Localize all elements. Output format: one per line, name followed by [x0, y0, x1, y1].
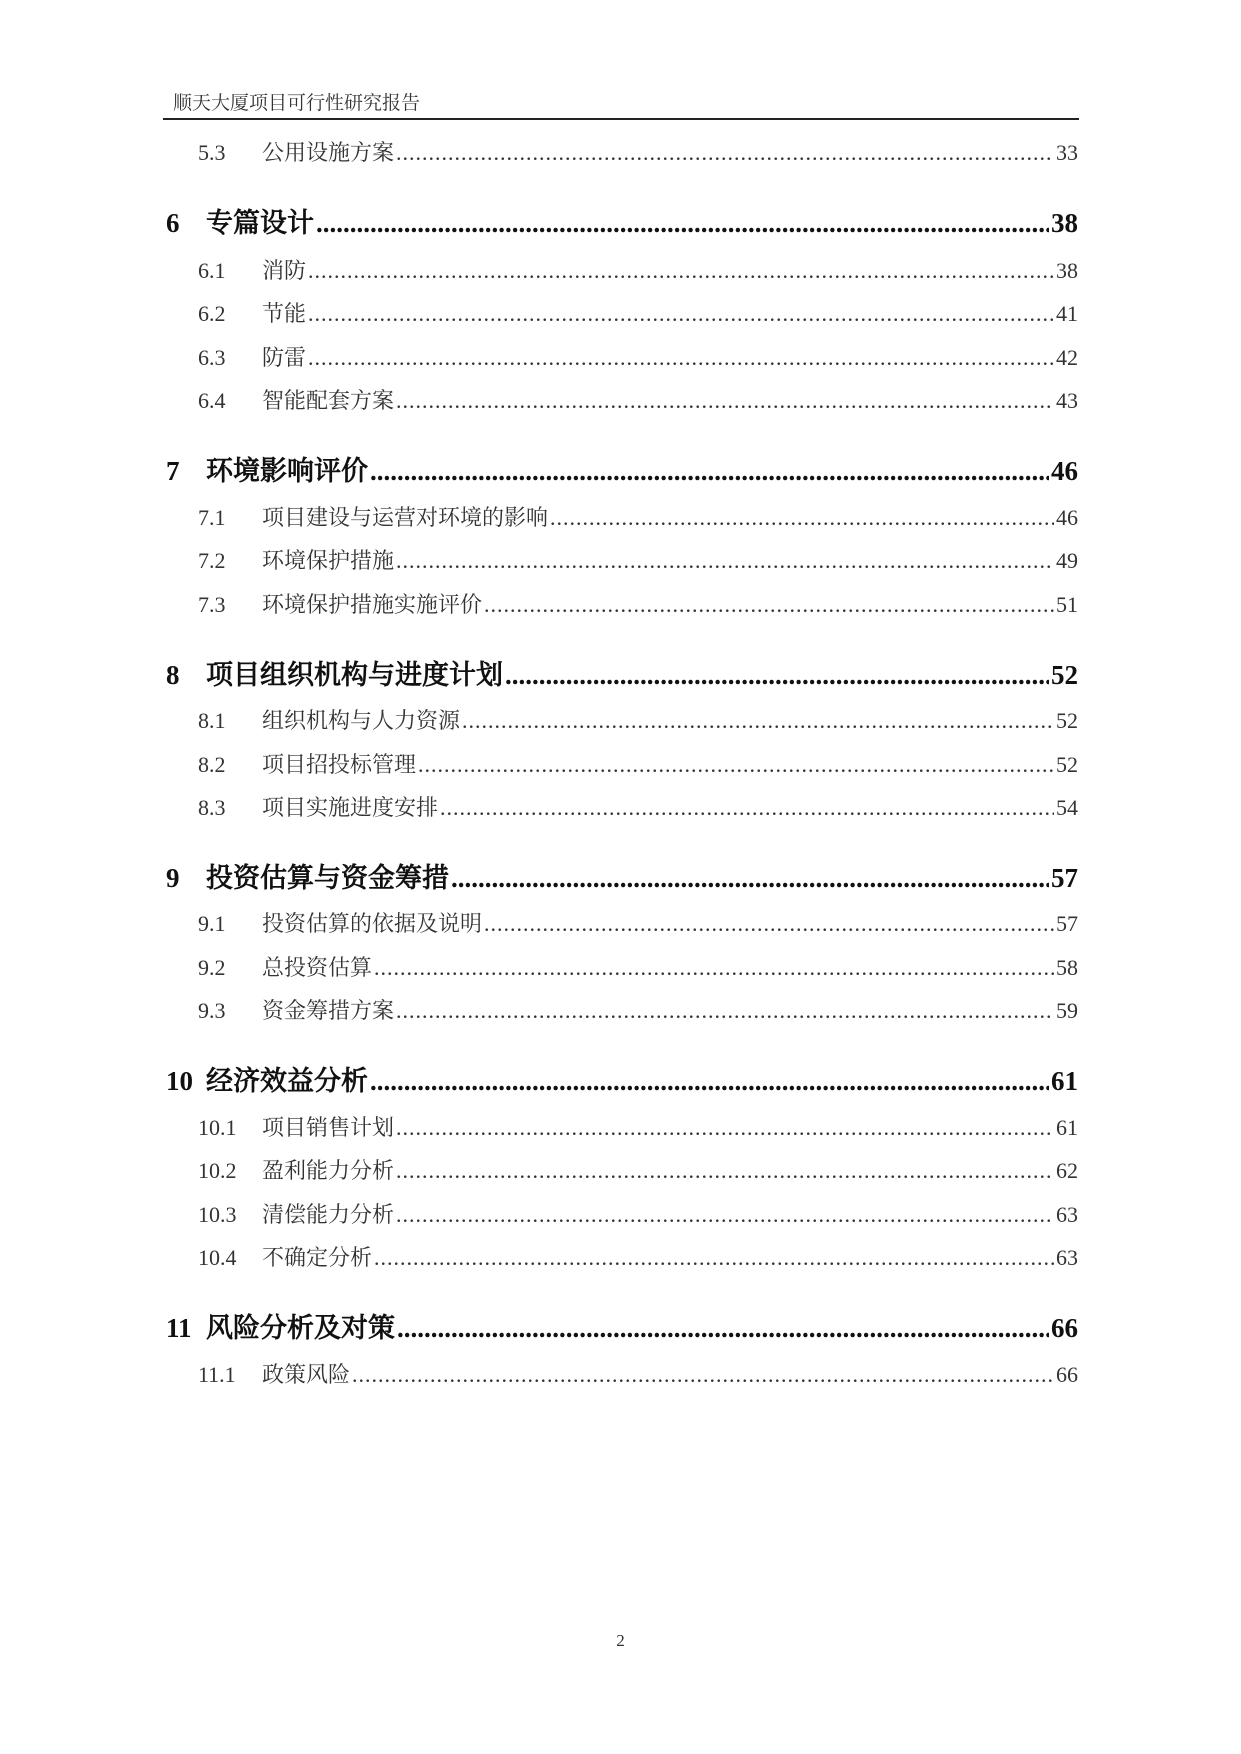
- toc-dot-leader: [484, 911, 1054, 937]
- toc-entry-number: 10.1: [198, 1115, 237, 1140]
- toc-chapter-entry[interactable]: [166, 653, 1078, 692]
- toc-dot-leader: [352, 1362, 1054, 1388]
- toc-entry-number: 9: [166, 863, 180, 893]
- toc-section-entry[interactable]: [166, 748, 1078, 779]
- toc-section-entry[interactable]: [166, 544, 1078, 575]
- toc-entry-title: 项目销售计划: [262, 1115, 395, 1140]
- toc-entry-number: 7.3: [198, 592, 226, 617]
- toc-entry-page: 33: [1056, 140, 1078, 165]
- toc-entry-page: 38: [1056, 258, 1078, 283]
- toc-dot-leader: [396, 140, 1054, 166]
- toc-section-entry[interactable]: [166, 341, 1078, 372]
- toc-entry-page: 66: [1056, 1362, 1078, 1387]
- toc-entry-title: 项目实施进度安排: [262, 795, 439, 820]
- toc-entry-title: 总投资估算: [262, 955, 373, 980]
- toc-entry-page: 61: [1051, 1066, 1078, 1096]
- toc-entry-number: 9.3: [198, 998, 226, 1023]
- toc-entry-number: 9.1: [198, 911, 226, 936]
- toc-entry-title: 资金筹措方案: [262, 998, 395, 1023]
- toc-dot-leader: [396, 1158, 1054, 1184]
- toc-entry-title: 投资估算与资金筹措: [206, 863, 449, 893]
- toc-entry-title: 智能配套方案: [262, 388, 395, 413]
- toc-entry-page: 42: [1056, 345, 1078, 370]
- toc-entry-number: 11.1: [198, 1362, 236, 1387]
- toc-section-entry[interactable]: [166, 1111, 1078, 1142]
- toc-entry-number: 6.4: [198, 388, 226, 413]
- toc-entry-page: 63: [1056, 1202, 1078, 1227]
- toc-dot-leader: [484, 592, 1054, 618]
- toc-section-entry[interactable]: [166, 588, 1078, 619]
- toc-entry-title: 节能: [262, 301, 307, 326]
- toc-dot-leader: [451, 863, 1049, 894]
- toc-entry-number: 7: [166, 456, 180, 486]
- toc-dot-leader: [505, 660, 1049, 691]
- toc-dot-leader: [374, 955, 1054, 981]
- toc-entry-title: 专篇设计: [206, 208, 314, 238]
- toc-section-entry[interactable]: [166, 1241, 1078, 1272]
- toc-dot-leader: [370, 1066, 1049, 1097]
- toc-entry-title: 防雷: [262, 345, 307, 370]
- toc-entry-page: 46: [1056, 505, 1078, 530]
- toc-entry-number: 10.4: [198, 1245, 237, 1270]
- toc-chapter-entry[interactable]: [166, 201, 1078, 240]
- toc-section-entry[interactable]: [166, 1154, 1078, 1185]
- toc-entry-title: 经济效益分析: [206, 1066, 368, 1096]
- toc-entry-number: 10: [166, 1066, 193, 1096]
- toc-entry-title: 项目建设与运营对环境的影响: [262, 505, 549, 530]
- toc-dot-leader: [550, 505, 1054, 531]
- toc-entry-title: 公用设施方案: [262, 140, 395, 165]
- toc-entry-page: 63: [1056, 1245, 1078, 1270]
- toc-section-entry[interactable]: [166, 136, 1078, 167]
- toc-dot-leader: [462, 708, 1054, 734]
- toc-entry-number: 11: [166, 1313, 192, 1343]
- toc-entry-page: 52: [1056, 752, 1078, 777]
- toc-entry-page: 59: [1056, 998, 1078, 1023]
- toc-entry-number: 6: [166, 208, 180, 238]
- toc-dot-leader: [316, 208, 1049, 239]
- page-number: 2: [616, 1631, 625, 1650]
- toc-section-entry[interactable]: [166, 951, 1078, 982]
- toc-dot-leader: [308, 258, 1054, 284]
- toc-entry-number: 8.2: [198, 752, 226, 777]
- toc-dot-leader: [440, 795, 1054, 821]
- toc-section-entry[interactable]: [166, 907, 1078, 938]
- toc-dot-leader: [396, 548, 1054, 574]
- toc-entry-page: 57: [1056, 911, 1078, 936]
- toc-section-entry[interactable]: [166, 1198, 1078, 1229]
- toc-entry-number: 7.1: [198, 505, 226, 530]
- toc-entry-number: 6.1: [198, 258, 226, 283]
- toc-entry-number: 8.3: [198, 795, 226, 820]
- toc-section-entry[interactable]: [166, 791, 1078, 822]
- toc-entry-page: 52: [1056, 708, 1078, 733]
- toc-section-entry[interactable]: [166, 1358, 1078, 1389]
- toc-dot-leader: [374, 1245, 1054, 1271]
- toc-entry-title: 盈利能力分析: [262, 1158, 395, 1183]
- toc-section-entry[interactable]: [166, 384, 1078, 415]
- document-title: 顺天大厦项目可行性研究报告: [173, 93, 421, 114]
- toc-entry-page: 46: [1051, 456, 1078, 486]
- toc-entry-page: 52: [1051, 660, 1078, 690]
- toc-dot-leader: [370, 456, 1049, 487]
- toc-entry-page: 54: [1056, 795, 1078, 820]
- toc-entry-number: 5.3: [198, 140, 226, 165]
- toc-entry-number: 6.2: [198, 301, 226, 326]
- toc-dot-leader: [396, 1115, 1054, 1141]
- toc-chapter-entry[interactable]: [166, 1306, 1078, 1345]
- toc-entry-number: 10.2: [198, 1158, 237, 1183]
- toc-entry-page: 41: [1056, 301, 1078, 326]
- toc-entry-page: 51: [1056, 592, 1078, 617]
- toc-entry-page: 43: [1056, 388, 1078, 413]
- toc-entry-title: 环境保护措施实施评价: [262, 592, 483, 617]
- toc-entry-title: 投资估算的依据及说明: [262, 911, 483, 936]
- toc-entry-number: 7.2: [198, 548, 226, 573]
- toc-section-entry[interactable]: [166, 994, 1078, 1025]
- toc-entry-number: 8.1: [198, 708, 226, 733]
- toc-entry-title: 项目组织机构与进度计划: [206, 660, 503, 690]
- toc-entry-title: 风险分析及对策: [206, 1313, 395, 1343]
- toc-entry-title: 政策风险: [262, 1362, 351, 1387]
- toc-entry-number: 9.2: [198, 955, 226, 980]
- toc-entry-title: 环境影响评价: [206, 456, 368, 486]
- toc-entry-page: 49: [1056, 548, 1078, 573]
- toc-entry-number: 10.3: [198, 1202, 237, 1227]
- toc-section-entry[interactable]: [166, 297, 1078, 328]
- toc-section-entry[interactable]: [166, 254, 1078, 285]
- toc-chapter-entry[interactable]: [166, 1059, 1078, 1098]
- toc-dot-leader: [396, 1202, 1054, 1228]
- toc-entry-title: 清偿能力分析: [262, 1202, 395, 1227]
- toc-entry-number: 8: [166, 660, 180, 690]
- toc-section-entry[interactable]: [166, 501, 1078, 532]
- toc-dot-leader: [418, 752, 1054, 778]
- toc-entry-page: 61: [1056, 1115, 1078, 1140]
- toc-entry-page: 62: [1056, 1158, 1078, 1183]
- toc-chapter-entry[interactable]: [166, 449, 1078, 488]
- toc-entry-title: 环境保护措施: [262, 548, 395, 573]
- toc-entry-number: 6.3: [198, 345, 226, 370]
- toc-entry-page: 58: [1056, 955, 1078, 980]
- toc-entry-title: 不确定分析: [262, 1245, 373, 1270]
- toc-entry-title: 项目招投标管理: [262, 752, 417, 777]
- toc-entry-page: 66: [1051, 1313, 1078, 1343]
- toc-dot-leader: [397, 1313, 1049, 1344]
- toc-dot-leader: [308, 345, 1054, 371]
- toc-section-entry[interactable]: [166, 704, 1078, 735]
- toc-entry-title: 组织机构与人力资源: [262, 708, 461, 733]
- toc-dot-leader: [308, 301, 1054, 327]
- toc-entry-page: 57: [1051, 863, 1078, 893]
- toc-chapter-entry[interactable]: [166, 856, 1078, 895]
- toc-entry-title: 消防: [262, 258, 307, 283]
- toc-dot-leader: [396, 388, 1054, 414]
- toc-entry-page: 38: [1051, 208, 1078, 238]
- toc-dot-leader: [396, 998, 1054, 1024]
